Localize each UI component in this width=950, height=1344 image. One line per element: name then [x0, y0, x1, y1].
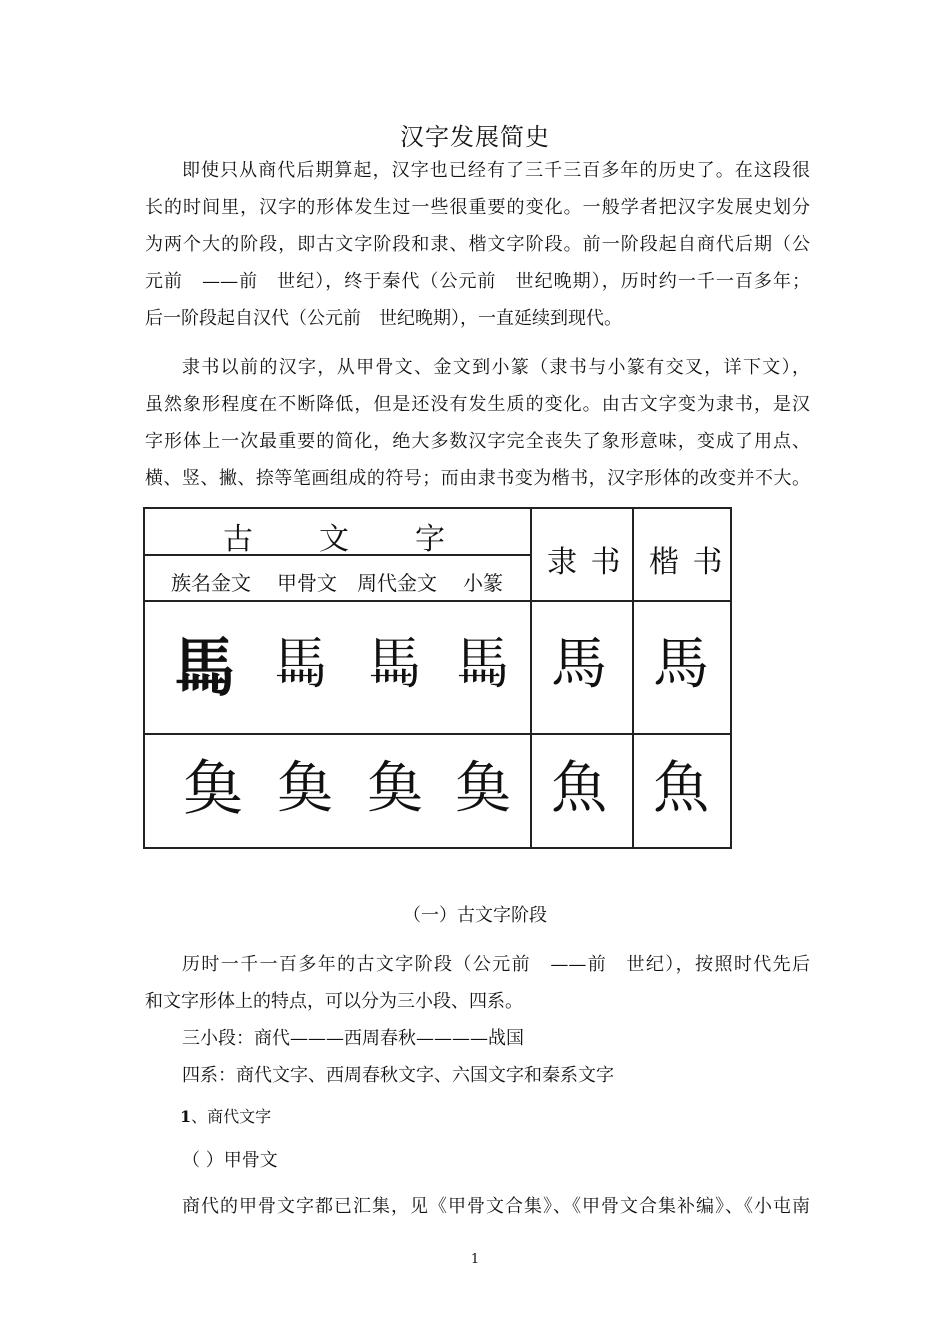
horse-oracle-glyph: 𩡧	[273, 632, 329, 697]
text-line: 横、竖、撇、捺等笔画组成的符号；而由隶书变为楷书，汉字形体的改变并不大。	[145, 468, 810, 489]
text-line: 虽然象形程度在不断降低，但是还没有发生质的变化。由古文字变为隶书，是汉	[145, 394, 810, 415]
subheader-small-seal: 小篆	[463, 571, 503, 595]
paragraph-clerical	[145, 349, 810, 497]
horse-regular-glyph: 馬	[653, 632, 709, 697]
text-line: 隶书以前的汉字，从甲骨文、金文到小篆（隶书与小篆有交叉，详下文），	[182, 357, 810, 378]
fish-clan-bronze-glyph: 𩵋	[183, 754, 243, 824]
fish-oracle-glyph: 𩵋	[277, 756, 333, 821]
subsection-heading-shang	[180, 1104, 271, 1127]
text-line: 即使只从商代后期算起，汉字也已经有了三千三百多年的历史了。在这段很	[182, 160, 810, 181]
paragraph-ancient-stage	[145, 946, 810, 1020]
text-line: 商代的甲骨文字都已汇集，见《甲骨文合集》、《甲骨文合集补编》、《小屯南	[182, 1196, 810, 1217]
header-regular-script: 楷 书	[649, 545, 725, 580]
fish-regular-glyph: 魚	[653, 756, 709, 821]
horse-clerical-glyph: 馬	[551, 632, 607, 697]
subheader-zhou-bronze: 周代金文	[357, 571, 437, 595]
horse-zhou-bronze-glyph: 𩡧	[367, 632, 423, 697]
text-line: 历时一千一百多年的古文字阶段（公元前 ——前 世纪），按照时代先后	[182, 954, 810, 975]
text-line: 长的时间里，汉字的形体发生过一些很重要的变化。一般学者把汉字发展史划分	[145, 197, 810, 218]
horse-clan-bronze-glyph: 𩡧	[173, 632, 237, 706]
subsection-heading-oracle: （ ）甲骨文	[182, 1150, 278, 1171]
header-clerical-script: 隶 书	[547, 545, 623, 580]
document-title: 汉字发展简史	[400, 123, 550, 151]
paragraph-oracle	[145, 1188, 810, 1225]
page-number: 1	[470, 1252, 480, 1267]
text-line: 字形体上一次最重要的简化，绝大多数汉字完全丧失了象形意味，变成了用点、	[145, 431, 810, 452]
fish-small-seal-glyph: 𩵋	[455, 756, 511, 821]
subheader-oracle-bone: 甲骨文	[277, 571, 337, 595]
header-ancient-script: 古 文 字	[223, 522, 447, 557]
paragraph-intro	[145, 152, 810, 337]
fish-zhou-bronze-glyph: 𩵋	[367, 756, 423, 821]
text-line: 元前 ——前 世纪），终于秦代（公元前 世纪晚期），历时约一千一百多年；	[145, 271, 810, 292]
section-heading: （一）古文字阶段	[403, 905, 547, 926]
three-stages-line: 三小段：商代———西周春秋————战国	[182, 1028, 524, 1049]
subheader-clan-bronze: 族名金文	[171, 571, 251, 595]
horse-small-seal-glyph: 𩡧	[455, 632, 511, 697]
text-line: 和文字形体上的特点，可以分为三小段、四系。	[145, 991, 523, 1012]
script-evolution-figure	[143, 507, 732, 849]
text-line: 为两个大的阶段，即古文字阶段和隶、楷文字阶段。前一阶段起自商代后期（公	[145, 234, 810, 255]
text-line: 后一阶段起自汉代（公元前 世纪晚期），一直延续到现代。	[145, 308, 622, 329]
subsection-title: 、商代文字	[191, 1107, 272, 1126]
four-systems-line: 四系：商代文字、西周春秋文字、六国文字和秦系文字	[182, 1065, 614, 1086]
fish-clerical-glyph: 魚	[551, 756, 607, 821]
subsection-number: 1	[180, 1107, 192, 1126]
